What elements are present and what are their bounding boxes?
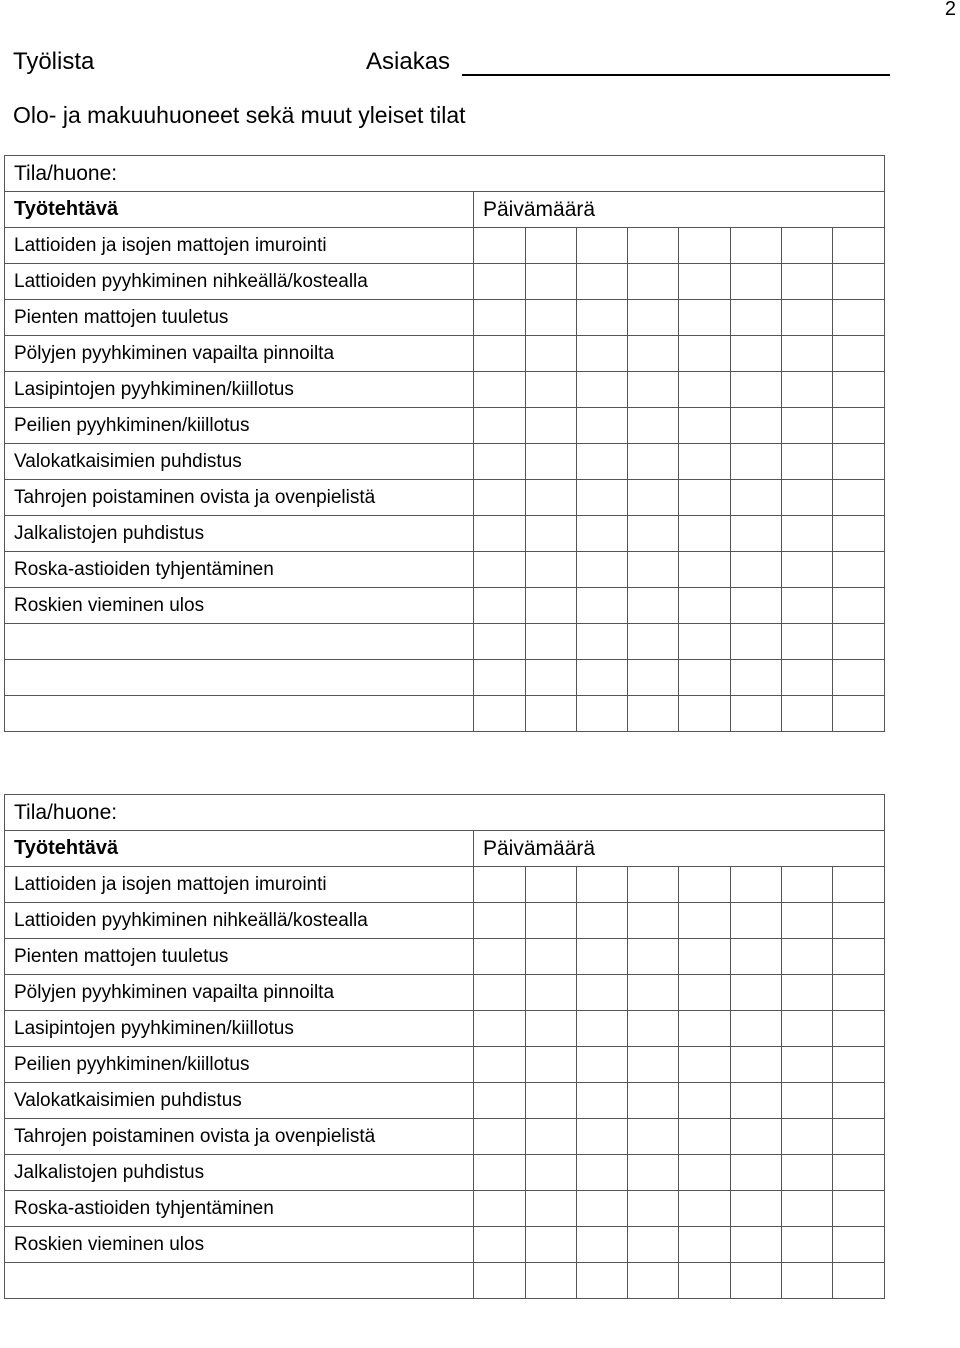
room-field[interactable] bbox=[5, 156, 885, 192]
room-field[interactable] bbox=[5, 795, 885, 831]
date-check-cell[interactable] bbox=[833, 516, 885, 552]
customer-field bbox=[366, 48, 890, 76]
date-check-cell[interactable] bbox=[628, 1227, 679, 1263]
date-check-cell[interactable] bbox=[782, 1191, 833, 1227]
date-check-cell[interactable] bbox=[679, 624, 731, 660]
date-check-cell[interactable] bbox=[731, 1191, 782, 1227]
date-check-cell[interactable] bbox=[782, 408, 833, 444]
date-check-cell[interactable] bbox=[782, 1263, 833, 1299]
date-check-cell[interactable] bbox=[474, 1083, 526, 1119]
date-check-cell[interactable] bbox=[679, 1155, 731, 1191]
date-check-cell[interactable] bbox=[833, 939, 885, 975]
task-row bbox=[5, 939, 885, 975]
date-check-cell[interactable] bbox=[526, 696, 577, 732]
date-check-cell[interactable] bbox=[474, 696, 526, 732]
date-check-cell[interactable] bbox=[679, 1191, 731, 1227]
date-check-cell[interactable] bbox=[731, 552, 782, 588]
task-row bbox=[5, 228, 885, 264]
task-row bbox=[5, 1263, 885, 1299]
page-number: 2 bbox=[944, 0, 956, 20]
task-label: Peilien pyyhkiminen/kiillotus bbox=[5, 1047, 474, 1083]
date-check-cell[interactable] bbox=[731, 228, 782, 264]
task-row bbox=[5, 624, 885, 660]
date-check-cell[interactable] bbox=[628, 975, 679, 1011]
date-check-cell[interactable] bbox=[731, 975, 782, 1011]
date-check-cell[interactable] bbox=[731, 1083, 782, 1119]
date-check-cell[interactable] bbox=[577, 480, 628, 516]
date-check-cell[interactable] bbox=[782, 480, 833, 516]
date-check-cell[interactable] bbox=[526, 516, 577, 552]
task-label: Roska-astioiden tyhjentäminen bbox=[5, 1191, 474, 1227]
date-check-cell[interactable] bbox=[833, 552, 885, 588]
header-row bbox=[5, 192, 885, 228]
date-check-cell[interactable] bbox=[833, 1191, 885, 1227]
task-label bbox=[5, 624, 474, 660]
date-check-cell[interactable] bbox=[679, 372, 731, 408]
date-check-cell[interactable] bbox=[526, 444, 577, 480]
date-check-cell[interactable] bbox=[679, 1263, 731, 1299]
date-check-cell[interactable] bbox=[526, 372, 577, 408]
date-check-cell[interactable] bbox=[474, 408, 526, 444]
date-check-cell[interactable] bbox=[628, 1047, 679, 1083]
task-label: Roskien vieminen ulos bbox=[5, 588, 474, 624]
date-check-cell[interactable] bbox=[526, 1083, 577, 1119]
date-check-cell[interactable] bbox=[474, 588, 526, 624]
date-check-cell[interactable] bbox=[628, 552, 679, 588]
date-check-cell[interactable] bbox=[628, 1083, 679, 1119]
date-check-cell[interactable] bbox=[782, 1083, 833, 1119]
date-check-cell[interactable] bbox=[474, 336, 526, 372]
task-row bbox=[5, 300, 885, 336]
date-check-cell[interactable] bbox=[628, 1011, 679, 1047]
date-check-cell[interactable] bbox=[833, 444, 885, 480]
date-check-cell[interactable] bbox=[731, 903, 782, 939]
task-row bbox=[5, 1083, 885, 1119]
date-check-cell[interactable] bbox=[526, 228, 577, 264]
task-label: Pölyjen pyyhkiminen vapailta pinnoilta bbox=[5, 975, 474, 1011]
section-subtitle: Olo- ja makuuhuoneet sekä muut yleiset tilat bbox=[13, 102, 466, 128]
date-check-cell[interactable] bbox=[731, 1047, 782, 1083]
date-check-cell[interactable] bbox=[577, 1263, 628, 1299]
list-title: Työlista bbox=[13, 48, 95, 75]
room-row bbox=[5, 795, 885, 831]
date-check-cell[interactable] bbox=[474, 903, 526, 939]
task-label: Jalkalistojen puhdistus bbox=[5, 516, 474, 552]
date-check-cell[interactable] bbox=[577, 516, 628, 552]
task-label: Tahrojen poistaminen ovista ja ovenpielistä bbox=[5, 1119, 474, 1155]
date-check-cell[interactable] bbox=[679, 696, 731, 732]
task-label: Lattioiden pyyhkiminen nihkeällä/kostealla bbox=[5, 264, 474, 300]
date-check-cell[interactable] bbox=[731, 1263, 782, 1299]
date-check-cell[interactable] bbox=[833, 588, 885, 624]
date-check-cell[interactable] bbox=[577, 939, 628, 975]
date-check-cell[interactable] bbox=[731, 408, 782, 444]
date-check-cell[interactable] bbox=[526, 867, 577, 903]
date-check-cell[interactable] bbox=[782, 336, 833, 372]
date-check-cell[interactable] bbox=[474, 1011, 526, 1047]
date-check-cell[interactable] bbox=[628, 624, 679, 660]
date-check-cell[interactable] bbox=[782, 1047, 833, 1083]
task-label: Lasipintojen pyyhkiminen/kiillotus bbox=[5, 372, 474, 408]
date-check-cell[interactable] bbox=[731, 516, 782, 552]
date-check-cell[interactable] bbox=[577, 228, 628, 264]
date-check-cell[interactable] bbox=[526, 264, 577, 300]
date-check-cell[interactable] bbox=[679, 1083, 731, 1119]
task-column-header: Työtehtävä bbox=[5, 831, 474, 867]
date-check-cell[interactable] bbox=[526, 1155, 577, 1191]
date-check-cell[interactable] bbox=[731, 264, 782, 300]
date-check-cell[interactable] bbox=[833, 264, 885, 300]
date-check-cell[interactable] bbox=[679, 1047, 731, 1083]
date-check-cell[interactable] bbox=[474, 660, 526, 696]
date-check-cell[interactable] bbox=[833, 975, 885, 1011]
date-check-cell[interactable] bbox=[731, 1227, 782, 1263]
task-row bbox=[5, 867, 885, 903]
date-check-cell[interactable] bbox=[679, 588, 731, 624]
date-check-cell[interactable] bbox=[474, 516, 526, 552]
date-check-cell[interactable] bbox=[833, 480, 885, 516]
date-check-cell[interactable] bbox=[731, 588, 782, 624]
date-check-cell[interactable] bbox=[577, 660, 628, 696]
date-column-header: Päivämäärä bbox=[474, 192, 885, 228]
date-check-cell[interactable] bbox=[577, 1155, 628, 1191]
date-check-cell[interactable] bbox=[782, 975, 833, 1011]
date-check-cell[interactable] bbox=[577, 624, 628, 660]
date-check-cell[interactable] bbox=[577, 264, 628, 300]
date-check-cell[interactable] bbox=[679, 903, 731, 939]
date-check-cell[interactable] bbox=[577, 696, 628, 732]
date-check-cell[interactable] bbox=[526, 903, 577, 939]
date-check-cell[interactable] bbox=[833, 660, 885, 696]
date-check-cell[interactable] bbox=[679, 1011, 731, 1047]
date-check-cell[interactable] bbox=[474, 1155, 526, 1191]
date-check-cell[interactable] bbox=[731, 480, 782, 516]
date-check-cell[interactable] bbox=[577, 336, 628, 372]
date-check-cell[interactable] bbox=[628, 1155, 679, 1191]
date-check-cell[interactable] bbox=[474, 1191, 526, 1227]
date-check-cell[interactable] bbox=[833, 696, 885, 732]
date-check-cell[interactable] bbox=[731, 1155, 782, 1191]
task-row bbox=[5, 444, 885, 480]
date-check-cell[interactable] bbox=[782, 1227, 833, 1263]
date-check-cell[interactable] bbox=[577, 588, 628, 624]
task-row bbox=[5, 264, 885, 300]
date-check-cell[interactable] bbox=[782, 696, 833, 732]
date-check-cell[interactable] bbox=[679, 300, 731, 336]
date-check-cell[interactable] bbox=[679, 444, 731, 480]
date-check-cell[interactable] bbox=[474, 444, 526, 480]
date-check-cell[interactable] bbox=[833, 372, 885, 408]
task-row bbox=[5, 696, 885, 732]
date-check-cell[interactable] bbox=[474, 372, 526, 408]
date-check-cell[interactable] bbox=[833, 228, 885, 264]
date-check-cell[interactable] bbox=[474, 1119, 526, 1155]
date-check-cell[interactable] bbox=[833, 1155, 885, 1191]
date-check-cell[interactable] bbox=[782, 228, 833, 264]
date-check-cell[interactable] bbox=[474, 1263, 526, 1299]
date-check-cell[interactable] bbox=[679, 867, 731, 903]
date-check-cell[interactable] bbox=[628, 696, 679, 732]
task-table-1 bbox=[4, 155, 885, 732]
date-check-cell[interactable] bbox=[679, 939, 731, 975]
date-check-cell[interactable] bbox=[526, 939, 577, 975]
date-check-cell[interactable] bbox=[628, 264, 679, 300]
date-check-cell[interactable] bbox=[628, 228, 679, 264]
date-check-cell[interactable] bbox=[474, 1047, 526, 1083]
date-check-cell[interactable] bbox=[679, 552, 731, 588]
task-row bbox=[5, 336, 885, 372]
date-check-cell[interactable] bbox=[833, 1227, 885, 1263]
task-label: Lasipintojen pyyhkiminen/kiillotus bbox=[5, 1011, 474, 1047]
date-check-cell[interactable] bbox=[782, 300, 833, 336]
room-label: Tila/huone: bbox=[14, 800, 118, 824]
task-label: Jalkalistojen puhdistus bbox=[5, 1155, 474, 1191]
task-label: Roskien vieminen ulos bbox=[5, 1227, 474, 1263]
task-row bbox=[5, 975, 885, 1011]
date-check-cell[interactable] bbox=[577, 1119, 628, 1155]
date-check-cell[interactable] bbox=[577, 300, 628, 336]
date-check-cell[interactable] bbox=[526, 300, 577, 336]
date-check-cell[interactable] bbox=[577, 903, 628, 939]
task-label: Pölyjen pyyhkiminen vapailta pinnoilta bbox=[5, 336, 474, 372]
date-check-cell[interactable] bbox=[731, 336, 782, 372]
date-check-cell[interactable] bbox=[474, 867, 526, 903]
task-label bbox=[5, 660, 474, 696]
date-check-cell[interactable] bbox=[731, 696, 782, 732]
date-check-cell[interactable] bbox=[526, 1263, 577, 1299]
date-check-cell[interactable] bbox=[731, 867, 782, 903]
customer-blank-line[interactable] bbox=[462, 50, 890, 76]
task-row bbox=[5, 1119, 885, 1155]
date-check-cell[interactable] bbox=[628, 444, 679, 480]
header-row bbox=[5, 831, 885, 867]
task-label: Lattioiden ja isojen mattojen imurointi bbox=[5, 228, 474, 264]
date-check-cell[interactable] bbox=[782, 1011, 833, 1047]
date-check-cell[interactable] bbox=[833, 867, 885, 903]
date-check-cell[interactable] bbox=[628, 867, 679, 903]
date-check-cell[interactable] bbox=[679, 516, 731, 552]
date-check-cell[interactable] bbox=[782, 1119, 833, 1155]
date-check-cell[interactable] bbox=[474, 480, 526, 516]
date-check-cell[interactable] bbox=[577, 867, 628, 903]
task-row bbox=[5, 903, 885, 939]
date-check-cell[interactable] bbox=[526, 336, 577, 372]
task-label: Peilien pyyhkiminen/kiillotus bbox=[5, 408, 474, 444]
date-check-cell[interactable] bbox=[577, 1191, 628, 1227]
date-check-cell[interactable] bbox=[731, 624, 782, 660]
date-check-cell[interactable] bbox=[731, 939, 782, 975]
task-row bbox=[5, 1155, 885, 1191]
date-check-cell[interactable] bbox=[628, 480, 679, 516]
date-check-cell[interactable] bbox=[577, 552, 628, 588]
date-check-cell[interactable] bbox=[833, 903, 885, 939]
task-row bbox=[5, 480, 885, 516]
date-check-cell[interactable] bbox=[526, 408, 577, 444]
date-check-cell[interactable] bbox=[526, 975, 577, 1011]
task-label: Lattioiden pyyhkiminen nihkeällä/kostealla bbox=[5, 903, 474, 939]
date-check-cell[interactable] bbox=[628, 300, 679, 336]
date-check-cell[interactable] bbox=[474, 552, 526, 588]
date-check-cell[interactable] bbox=[731, 660, 782, 696]
task-label: Roska-astioiden tyhjentäminen bbox=[5, 552, 474, 588]
date-check-cell[interactable] bbox=[782, 939, 833, 975]
date-check-cell[interactable] bbox=[474, 975, 526, 1011]
date-check-cell[interactable] bbox=[628, 336, 679, 372]
task-row bbox=[5, 660, 885, 696]
date-check-cell[interactable] bbox=[782, 372, 833, 408]
date-check-cell[interactable] bbox=[628, 903, 679, 939]
date-check-cell[interactable] bbox=[833, 1083, 885, 1119]
date-check-cell[interactable] bbox=[833, 1263, 885, 1299]
date-check-cell[interactable] bbox=[577, 408, 628, 444]
date-check-cell[interactable] bbox=[679, 408, 731, 444]
room-row bbox=[5, 156, 885, 192]
task-row bbox=[5, 408, 885, 444]
date-check-cell[interactable] bbox=[731, 372, 782, 408]
date-check-cell[interactable] bbox=[577, 1011, 628, 1047]
date-check-cell[interactable] bbox=[628, 408, 679, 444]
date-check-cell[interactable] bbox=[526, 552, 577, 588]
task-row bbox=[5, 588, 885, 624]
date-check-cell[interactable] bbox=[628, 588, 679, 624]
date-check-cell[interactable] bbox=[833, 624, 885, 660]
task-label bbox=[5, 1263, 474, 1299]
date-check-cell[interactable] bbox=[474, 264, 526, 300]
date-check-cell[interactable] bbox=[782, 660, 833, 696]
date-check-cell[interactable] bbox=[679, 1227, 731, 1263]
date-check-cell[interactable] bbox=[679, 660, 731, 696]
date-check-cell[interactable] bbox=[731, 444, 782, 480]
date-check-cell[interactable] bbox=[731, 300, 782, 336]
date-check-cell[interactable] bbox=[731, 1119, 782, 1155]
date-check-cell[interactable] bbox=[628, 1263, 679, 1299]
task-label: Lattioiden ja isojen mattojen imurointi bbox=[5, 867, 474, 903]
date-check-cell[interactable] bbox=[526, 1227, 577, 1263]
task-column-header: Työtehtävä bbox=[5, 192, 474, 228]
date-check-cell[interactable] bbox=[526, 624, 577, 660]
date-check-cell[interactable] bbox=[577, 1227, 628, 1263]
date-check-cell[interactable] bbox=[577, 1047, 628, 1083]
task-row bbox=[5, 1227, 885, 1263]
date-check-cell[interactable] bbox=[628, 1191, 679, 1227]
date-check-cell[interactable] bbox=[628, 516, 679, 552]
date-check-cell[interactable] bbox=[628, 660, 679, 696]
task-row bbox=[5, 1191, 885, 1227]
date-check-cell[interactable] bbox=[679, 228, 731, 264]
task-row bbox=[5, 1047, 885, 1083]
task-row bbox=[5, 1011, 885, 1047]
room-label: Tila/huone: bbox=[14, 161, 118, 185]
date-check-cell[interactable] bbox=[833, 1119, 885, 1155]
task-row bbox=[5, 552, 885, 588]
date-check-cell[interactable] bbox=[474, 624, 526, 660]
date-check-cell[interactable] bbox=[526, 1011, 577, 1047]
date-check-cell[interactable] bbox=[526, 1191, 577, 1227]
date-check-cell[interactable] bbox=[526, 1119, 577, 1155]
date-check-cell[interactable] bbox=[628, 1119, 679, 1155]
date-check-cell[interactable] bbox=[526, 480, 577, 516]
task-label bbox=[5, 696, 474, 732]
date-check-cell[interactable] bbox=[628, 939, 679, 975]
task-label: Pienten mattojen tuuletus bbox=[5, 939, 474, 975]
task-label: Valokatkaisimien puhdistus bbox=[5, 1083, 474, 1119]
date-check-cell[interactable] bbox=[833, 1047, 885, 1083]
date-check-cell[interactable] bbox=[679, 336, 731, 372]
date-check-cell[interactable] bbox=[474, 1227, 526, 1263]
date-check-cell[interactable] bbox=[526, 588, 577, 624]
date-check-cell[interactable] bbox=[628, 372, 679, 408]
date-check-cell[interactable] bbox=[833, 408, 885, 444]
date-check-cell[interactable] bbox=[731, 1011, 782, 1047]
date-check-cell[interactable] bbox=[782, 552, 833, 588]
task-row bbox=[5, 372, 885, 408]
task-label: Tahrojen poistaminen ovista ja ovenpielistä bbox=[5, 480, 474, 516]
date-check-cell[interactable] bbox=[782, 903, 833, 939]
task-row bbox=[5, 516, 885, 552]
date-check-cell[interactable] bbox=[782, 516, 833, 552]
date-check-cell[interactable] bbox=[474, 300, 526, 336]
customer-label: Asiakas bbox=[366, 48, 451, 75]
task-label: Valokatkaisimien puhdistus bbox=[5, 444, 474, 480]
date-check-cell[interactable] bbox=[577, 444, 628, 480]
date-check-cell[interactable] bbox=[782, 264, 833, 300]
date-check-cell[interactable] bbox=[833, 1011, 885, 1047]
date-check-cell[interactable] bbox=[526, 1047, 577, 1083]
date-check-cell[interactable] bbox=[679, 264, 731, 300]
date-check-cell[interactable] bbox=[577, 372, 628, 408]
date-check-cell[interactable] bbox=[679, 1119, 731, 1155]
date-check-cell[interactable] bbox=[782, 444, 833, 480]
date-check-cell[interactable] bbox=[577, 975, 628, 1011]
date-check-cell[interactable] bbox=[474, 228, 526, 264]
task-table-2 bbox=[4, 794, 885, 1299]
date-check-cell[interactable] bbox=[679, 480, 731, 516]
date-check-cell[interactable] bbox=[782, 867, 833, 903]
date-check-cell[interactable] bbox=[833, 336, 885, 372]
date-check-cell[interactable] bbox=[474, 939, 526, 975]
date-check-cell[interactable] bbox=[782, 588, 833, 624]
date-column-header: Päivämäärä bbox=[474, 831, 885, 867]
date-check-cell[interactable] bbox=[577, 1083, 628, 1119]
date-check-cell[interactable] bbox=[782, 624, 833, 660]
date-check-cell[interactable] bbox=[526, 660, 577, 696]
task-label: Pienten mattojen tuuletus bbox=[5, 300, 474, 336]
date-check-cell[interactable] bbox=[679, 975, 731, 1011]
date-check-cell[interactable] bbox=[782, 1155, 833, 1191]
date-check-cell[interactable] bbox=[833, 300, 885, 336]
